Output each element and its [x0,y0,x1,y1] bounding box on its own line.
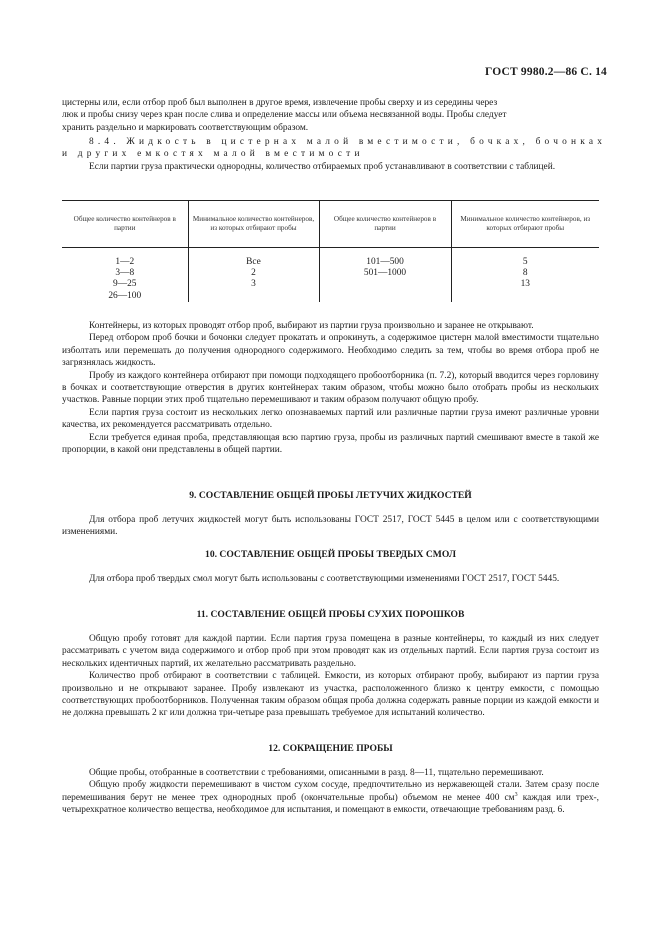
table-cell: 8 [522,268,528,279]
table-cell: 1—2 [115,257,135,267]
section-12 [62,743,599,817]
section-11 [62,609,599,720]
section-12-paragraph: Общие пробы, отобранные в соответствии с требованиями, описанными в разд. 8—11, тщательно перемешивают. [89,768,544,778]
table-cell: 13 [520,279,530,290]
table-column-2 [188,248,319,302]
sampling-table [62,200,599,302]
table-row [62,248,599,302]
intro-line: цистерны или, если отбор проб был выполнен в другое время, извлечение пробы сверху и из середины через [62,98,498,108]
intro-paragraph [62,97,599,134]
section-12-text: каждая или трех-, четырехкратное количество вещества, необходимое для испытания, и помещают в емкости, отвечающие требованиям разд. 6. [62,792,599,816]
table-column-1 [62,248,188,302]
table-cell: 3 [251,279,256,290]
table-column-4 [451,248,599,302]
section-10-title: 10. СОСТАВЛЕНИЕ ОБЩЕЙ ПРОБЫ ТВЕРДЫХ СМОЛ [205,549,456,560]
section-11-paragraph: Общую пробу готовят для каждой партии. Если партия груза помещена в разные контейнеры, то каждый из них следует рассматривать с учетом вида содержимого и отбор проб при этом проводят как из отдельных партий. Если партия груза состоит из нескольких идентичных партий, их желательно рассматривать раздельно. [62,634,599,669]
section-8-4-text: Если партии груза практически однородны, количество отбираемых проб устанавливают в соответствии с таблицей. [89,161,556,172]
section-8-4-heading-line2: и других емкостях малой вместимости [62,149,364,160]
section-9-text: Для отбора проб летучих жидкостей могут быть использованы ГОСТ 2517, ГОСТ 5445 в целом или с соответствующими изменениями. [62,515,599,538]
table-cell: 26—100 [108,290,142,301]
body-paragraph: Перед отбором проб бочки и бочонки следует прокатать и опрокинуть, а содержимое цистерн малой вместимости тщательно изболтать или перемешать до получения однородного содержимого. Необходимо следить за тем, чтобы во время отбора проб не загрязнялась жидкость. [62,333,599,369]
table-header-cell: Общее количество контейнеров в партии [319,201,451,248]
section-11-paragraph: Количество проб отбирают в соответствии с таблицей. Емкости, из которых отбирают пробу, выбирают из партии груза произвольно и не открывают заранее. Пробу извлекают из участка, расположенного близко к центру емкости, с помощью соответствующих пробоотборников. Полученная таким образом общая проба должна содержать равные порции из каждой емкости и не должна превышать 2 кг или должна три-четыре раза превышать требуемое для испытаний количество. [62,671,599,719]
table-cell: 101—500 [366,257,404,267]
section-10-text: Для отбора проб твердых смол могут быть использованы с соответствующими изменениями ГОСТ 2517, ГОСТ 5445. [89,574,560,584]
table-header-row [62,201,599,248]
table-cell: 3—8 [115,268,135,279]
table-cell: 2 [251,268,256,279]
section-12-text: Общую пробу жидкости перемешивают в чистом сухом сосуде, предпочтительно из нержавеющей стали. Затем сразу после перемешивания берут не менее трех однородных проб (окончательные пробы) объемом не менее 400 см [62,780,599,803]
section-8-4 [62,136,607,173]
table-cell: Все [246,257,261,267]
table-header-cell: Минимальное количество контейнеров, из которых отбирают пробы [451,201,599,248]
body-paragraph: Контейнеры, из которых проводят отбор проб, выбирают из партии груза произвольно и заранее не открывают. [89,321,534,331]
intro-line: хранить раздельно и маркировать соответствующим образом. [62,122,309,133]
table-header-cell: Общее количество контейнеров в партии [62,201,188,248]
section-8-4-heading-line1: 8.4. Жидкость в цистернах малой вместимости, бочках, бочонках [89,137,607,147]
section-9 [62,490,599,539]
section-10 [62,549,599,585]
section-12-paragraph [62,779,599,816]
section-9-title: 9. СОСТАВЛЕНИЕ ОБЩЕЙ ПРОБЫ ЛЕТУЧИХ ЖИДКОСТЕЙ [189,490,472,501]
body-section [62,320,599,456]
superscript: 3 [514,791,518,798]
section-11-title: 11. СОСТАВЛЕНИЕ ОБЩЕЙ ПРОБЫ СУХИХ ПОРОШКОВ [196,609,465,620]
table-cell: 9—25 [113,279,137,290]
page-header: ГОСТ 9980.2—86 С. 14 [484,66,607,78]
table-cell: 5 [522,257,528,267]
body-paragraph: Если партия груза состоит из нескольких легко опознаваемых партий или различные партии груза имеют различные уровни качества, их рекомендуется рассматривать отдельно. [62,407,599,431]
table-column-3 [319,248,451,302]
intro-line: люк и пробы снизу через кран после слива и определение массы или объема несвязанной воды. Пробы следует [62,110,507,121]
table-header-cell: Минимальное количество контейнеров, из которых отбирают пробы [188,201,319,248]
body-paragraph: Пробу из каждого контейнера отбирают при помощи подходящего пробоотборника (п. 7.2), который вводится через горловину в бочках и соответствующие отверстия в других контейнерах таким образом, чтобы можно было отобрать пробы из нескольких участков. Равные порции этих проб тщательно перемешивают и таким образом получают общую пробу. [62,370,599,406]
sampling-table-wrapper [62,200,599,302]
body-paragraph: Если требуется единая проба, представляющая всю партию груза, пробы из различных партий смешивают вместе в такой же пропорции, в какой они представлены в общей партии. [62,432,599,456]
section-12-title: 12. СОКРАЩЕНИЕ ПРОБЫ [268,743,393,754]
table-cell: 501—1000 [363,268,407,279]
